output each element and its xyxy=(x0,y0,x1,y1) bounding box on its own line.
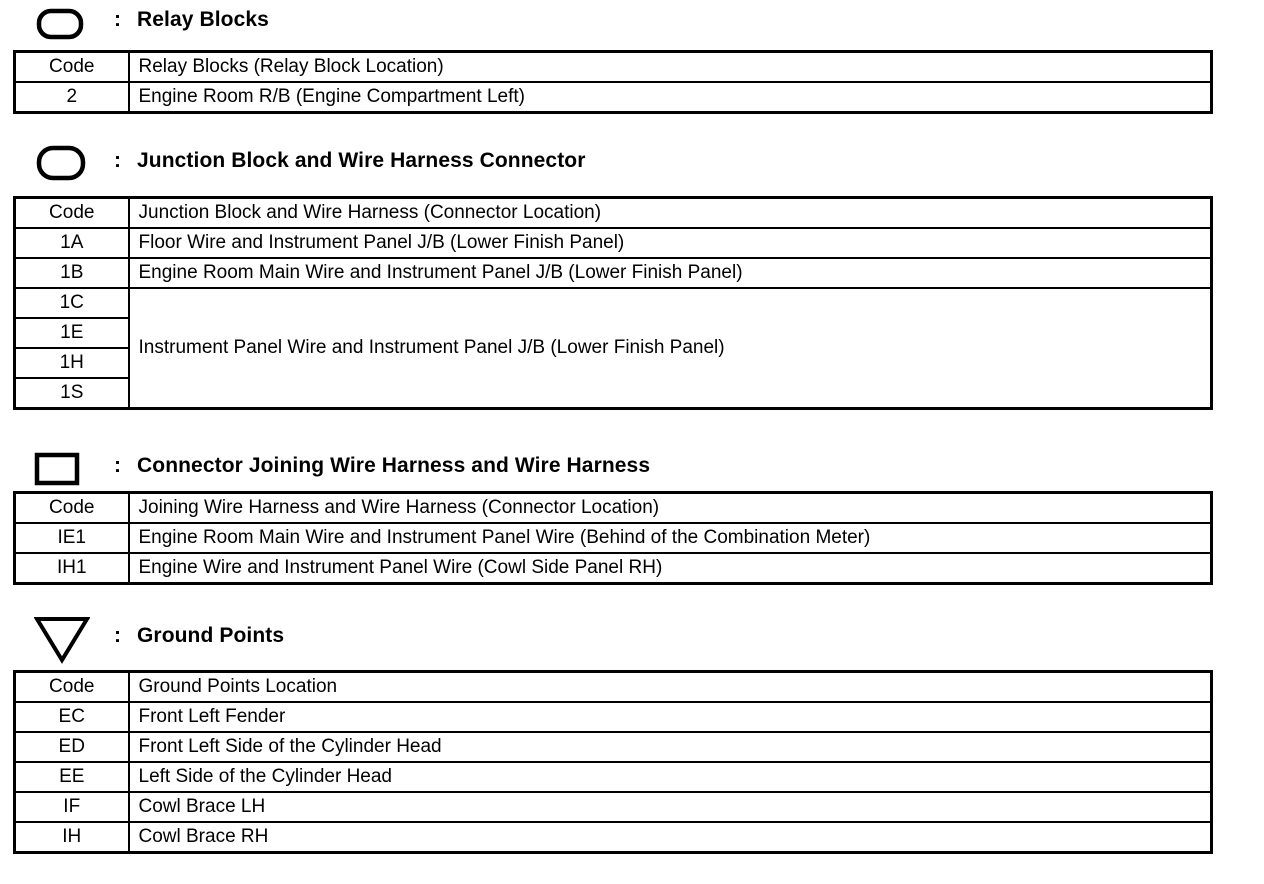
code-header: Code xyxy=(15,493,129,524)
code-cell: IH1 xyxy=(15,553,129,584)
code-cell: 1E xyxy=(15,318,129,348)
code-cell: EC xyxy=(15,702,129,732)
code-cell: IF xyxy=(15,792,129,822)
table-row xyxy=(15,82,1212,113)
table-header-row xyxy=(15,672,1212,703)
section-colon: : xyxy=(114,454,121,477)
location-cell: Cowl Brace RH xyxy=(129,822,1212,853)
section-header xyxy=(0,143,1264,183)
junction-block-table xyxy=(13,196,1213,410)
section-colon: : xyxy=(114,624,121,647)
ground-points-table xyxy=(13,670,1213,854)
section-title: Junction Block and Wire Harness Connector xyxy=(137,149,586,172)
code-cell: 1A xyxy=(15,228,129,258)
merged-location-cell: Instrument Panel Wire and Instrument Panel J/B (Lower Finish Panel) xyxy=(129,288,1212,409)
code-header: Code xyxy=(15,52,129,83)
section-header xyxy=(0,448,1264,488)
location-cell: Front Left Side of the Cylinder Head xyxy=(129,732,1212,762)
location-cell: Cowl Brace LH xyxy=(129,792,1212,822)
table-header-row xyxy=(15,493,1212,524)
section-title: Connector Joining Wire Harness and Wire Harness xyxy=(137,454,651,477)
code-cell: 1H xyxy=(15,348,129,378)
location-cell: Engine Room R/B (Engine Compartment Left) xyxy=(129,82,1212,113)
relay-blocks-table xyxy=(13,50,1213,114)
section-title: Relay Blocks xyxy=(137,8,269,31)
code-cell: ED xyxy=(15,732,129,762)
table-row xyxy=(15,288,1212,318)
location-cell: Front Left Fender xyxy=(129,702,1212,732)
table-row xyxy=(15,553,1212,584)
code-cell: 2 xyxy=(15,82,129,113)
rounded-rectangle-icon xyxy=(36,8,84,40)
table-row xyxy=(15,762,1212,792)
location-cell: Floor Wire and Instrument Panel J/B (Lower Finish Panel) xyxy=(129,228,1212,258)
oval-rectangle-icon xyxy=(36,145,86,181)
code-header: Code xyxy=(15,672,129,703)
code-cell: IE1 xyxy=(15,523,129,553)
code-cell: IH xyxy=(15,822,129,853)
code-cell: EE xyxy=(15,762,129,792)
table-row xyxy=(15,523,1212,553)
code-cell: 1C xyxy=(15,288,129,318)
location-header: Joining Wire Harness and Wire Harness (Connector Location) xyxy=(129,493,1212,524)
table-row xyxy=(15,702,1212,732)
location-header: Ground Points Location xyxy=(129,672,1212,703)
location-cell: Engine Wire and Instrument Panel Wire (Cowl Side Panel RH) xyxy=(129,553,1212,584)
table-row xyxy=(15,822,1212,853)
table-header-row xyxy=(15,198,1212,229)
location-header: Relay Blocks (Relay Block Location) xyxy=(129,52,1212,83)
code-cell: 1S xyxy=(15,378,129,409)
section-colon: : xyxy=(114,149,121,172)
location-header: Junction Block and Wire Harness (Connector Location) xyxy=(129,198,1212,229)
table-row xyxy=(15,228,1212,258)
connector-joining-table xyxy=(13,491,1213,585)
section-colon: : xyxy=(114,8,121,31)
location-cell: Engine Room Main Wire and Instrument Panel Wire (Behind of the Combination Meter) xyxy=(129,523,1212,553)
location-cell: Left Side of the Cylinder Head xyxy=(129,762,1212,792)
table-header-row xyxy=(15,52,1212,83)
table-row xyxy=(15,792,1212,822)
section-header xyxy=(0,618,1264,658)
triangle-down-icon xyxy=(34,616,90,664)
section-title: Ground Points xyxy=(137,624,285,647)
code-cell: 1B xyxy=(15,258,129,288)
code-header: Code xyxy=(15,198,129,229)
location-cell: Engine Room Main Wire and Instrument Panel J/B (Lower Finish Panel) xyxy=(129,258,1212,288)
table-row xyxy=(15,258,1212,288)
section-header xyxy=(0,2,1264,42)
square-icon xyxy=(34,452,80,486)
table-row xyxy=(15,732,1212,762)
